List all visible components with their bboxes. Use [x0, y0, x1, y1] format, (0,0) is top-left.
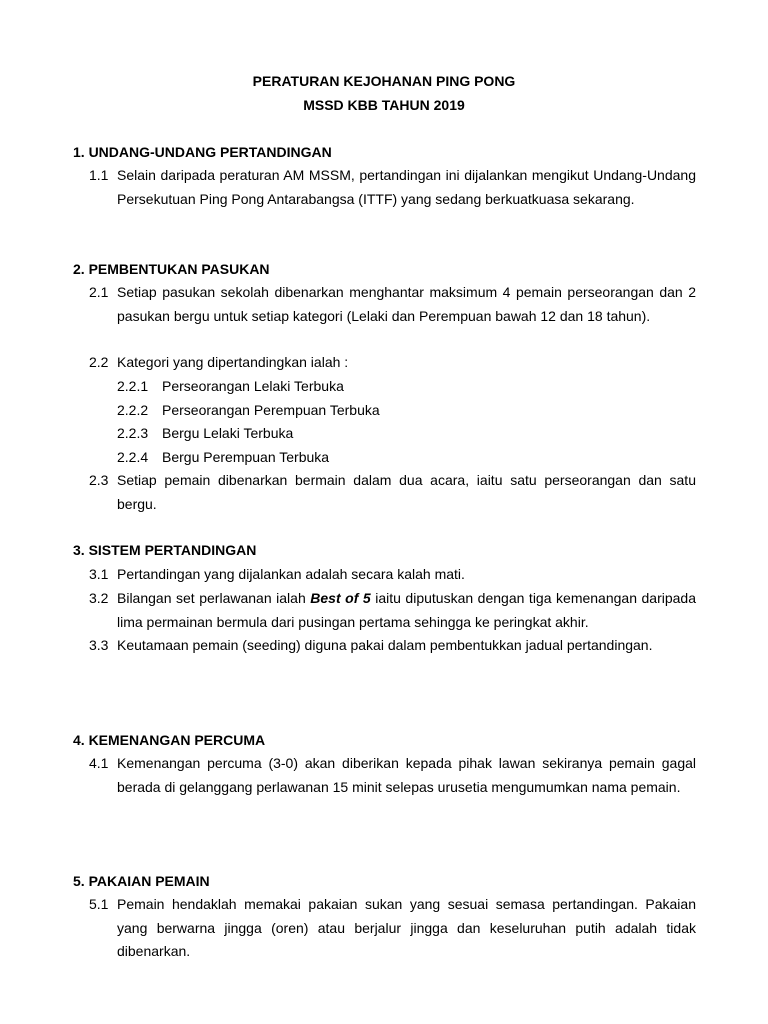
- sub-list-item: [117, 375, 344, 399]
- item-text: [117, 587, 696, 634]
- sub-list-item: [117, 422, 293, 446]
- section-heading: 1. UNDANG-UNDANG PERTANDINGAN: [73, 144, 332, 160]
- item-text: Kategori yang dipertandingkan ialah :: [117, 354, 349, 370]
- item-text: Setiap pemain dibenarkan bermain dalam dua acara, iaitu satu perseorangan dan satu bergu.: [117, 472, 696, 512]
- item-number: 3.1: [89, 566, 109, 582]
- item-text: Perseorangan Perempuan Terbuka: [162, 402, 380, 418]
- item-number: 2.2.3: [117, 425, 149, 441]
- list-item: [89, 281, 696, 328]
- section-heading: 4. KEMENANGAN PERCUMA: [73, 732, 266, 748]
- emphasis-text: Best of 5: [310, 590, 371, 606]
- item-number: 2.2.1: [117, 378, 149, 394]
- list-item: [89, 587, 696, 634]
- sub-list-item: [117, 399, 380, 423]
- item-number: 2.2: [89, 354, 109, 370]
- list-item: [89, 164, 696, 211]
- item-text: Bergu Perempuan Terbuka: [162, 449, 330, 465]
- item-number: 1.1: [89, 167, 109, 183]
- item-text: Selain daripada peraturan AM MSSM, pertandingan ini dijalankan mengikut Undang-Undang Persekutuan Ping Pong Antarabangsa (ITTF) yang sedang berkuatkuasa sekarang.: [117, 167, 696, 207]
- document-title: PERATURAN KEJOHANAN PING PONG: [252, 73, 516, 89]
- item-text-part: iaitu diputuskan dengan tiga kemenangan daripada lima permainan bermula dari pusingan pertama sehingga ke peringkat akhir.: [117, 590, 697, 630]
- item-number: 3.2: [89, 590, 109, 606]
- item-text-part: Bilangan set perlawanan ialah: [117, 590, 311, 606]
- item-text: Perseorangan Lelaki Terbuka: [162, 378, 344, 394]
- item-number: 2.2.4: [117, 449, 149, 465]
- list-item: [89, 469, 696, 516]
- list-item: [89, 752, 696, 799]
- document-subtitle: MSSD KBB TAHUN 2019: [303, 97, 465, 113]
- list-item: [89, 893, 696, 964]
- section-heading: 5. PAKAIAN PEMAIN: [73, 873, 210, 889]
- item-number: 2.2.2: [117, 402, 149, 418]
- item-number: 3.3: [89, 637, 109, 653]
- item-text: Bergu Lelaki Terbuka: [162, 425, 294, 441]
- item-number: 5.1: [89, 896, 109, 912]
- item-text: Pertandingan yang dijalankan adalah secara kalah mati.: [117, 566, 465, 582]
- item-text: Pemain hendaklah memakai pakaian sukan yang sesuai semasa pertandingan. Pakaian yang berwarna jingga (oren) atau berjalur jingga dan keseluruhan putih adalah tidak dibenarkan.: [117, 896, 696, 959]
- section-heading: 2. PEMBENTUKAN PASUKAN: [73, 261, 270, 277]
- item-text: Setiap pasukan sekolah dibenarkan menghantar maksimum 4 pemain perseorangan dan 2 pasukan bergu untuk setiap kategori (Lelaki dan Perempuan bawah 12 dan 18 tahun).: [117, 284, 696, 324]
- list-item: [89, 351, 696, 375]
- list-item: [89, 634, 696, 658]
- section-heading: 3. SISTEM PERTANDINGAN: [73, 542, 257, 558]
- list-item: [89, 563, 696, 587]
- item-number: 4.1: [89, 755, 109, 771]
- item-number: 2.1: [89, 284, 109, 300]
- item-text: Kemenangan percuma (3-0) akan diberikan kepada pihak lawan sekiranya pemain gagal berada di gelanggang perlawanan 15 minit selepas urusetia mengumumkan nama pemain.: [117, 755, 696, 795]
- sub-list-item: [117, 446, 329, 470]
- item-number: 2.3: [89, 472, 109, 488]
- item-text: Keutamaan pemain (seeding) diguna pakai dalam pembentukkan jadual pertandingan.: [117, 637, 653, 653]
